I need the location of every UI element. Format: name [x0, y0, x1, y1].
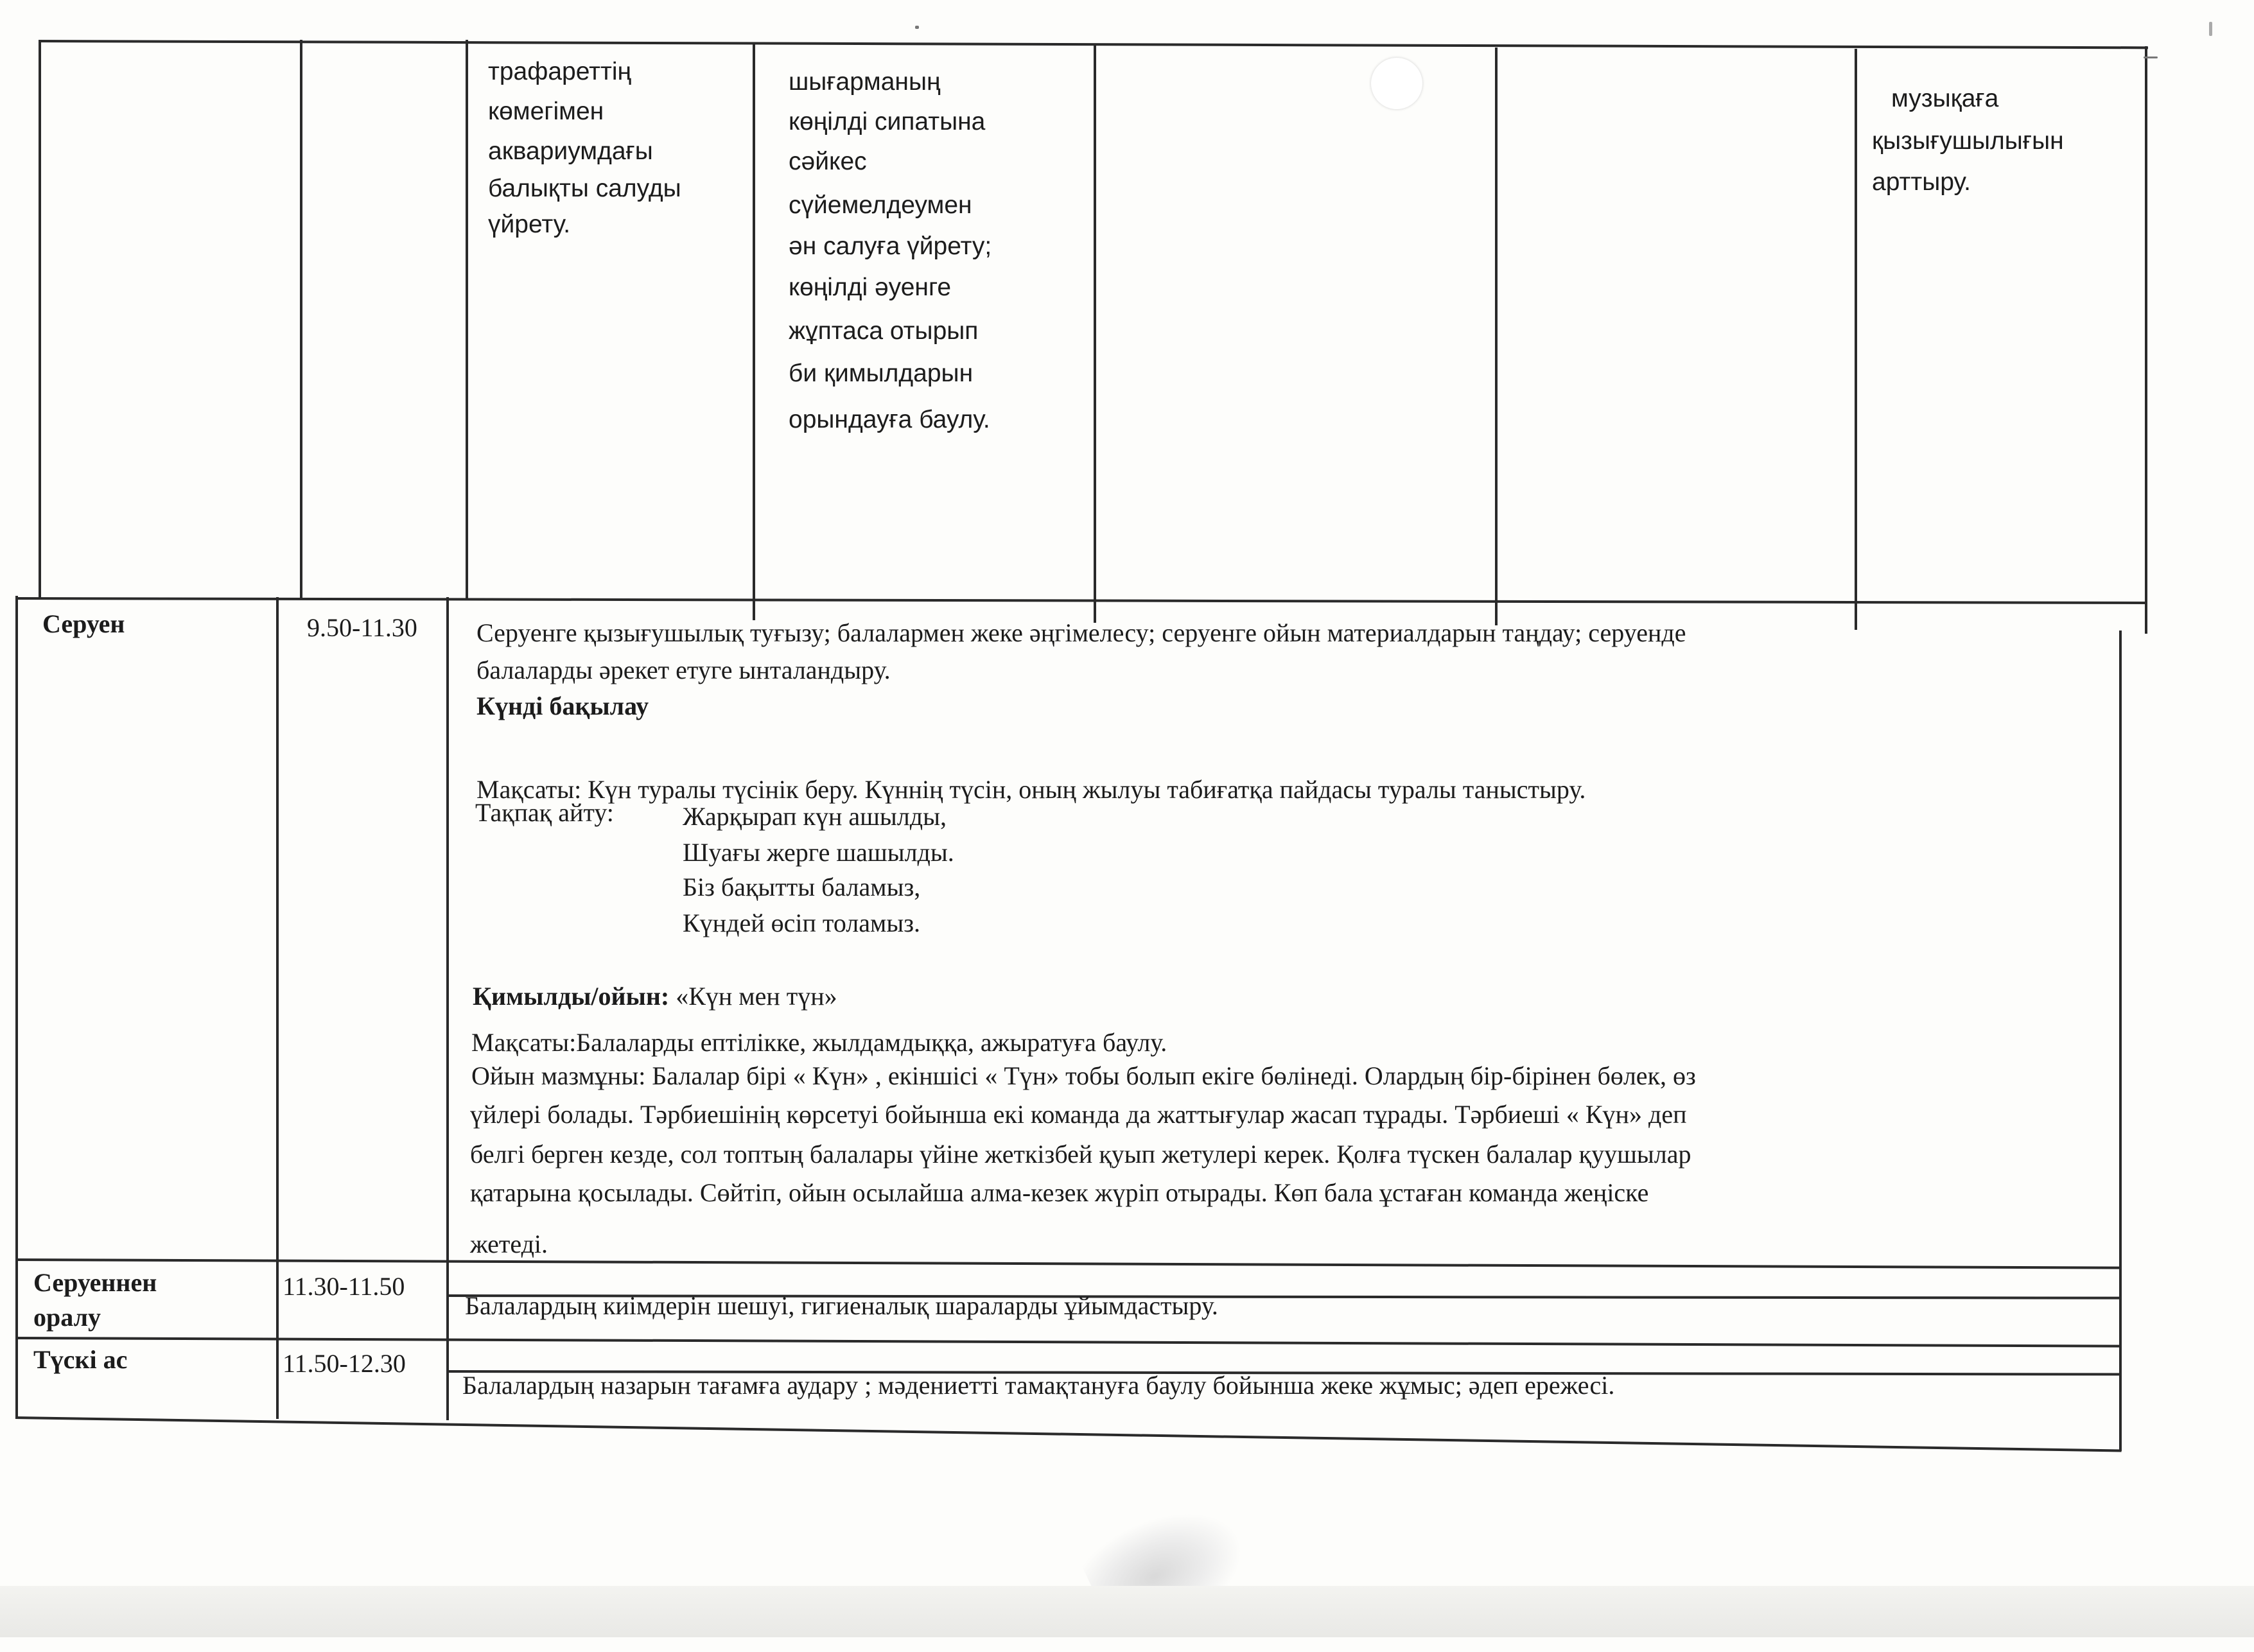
- table-left-border-lower: [15, 596, 18, 1418]
- game-title-line: [473, 978, 837, 1014]
- text-line: көңілді әуенге: [789, 274, 952, 301]
- game-content-line: Ойын мазмұны: Балалар бірі « Күн» , екіншісі « Түн» тобы болып екіге бөлінеді. Олардың бір-бірінен бөлек, өз: [471, 1061, 1696, 1090]
- scan-mark: [2144, 57, 2158, 58]
- game-content-line: жетеді.: [470, 1230, 548, 1258]
- game-content-line: қатарына қосылады. Сөйтіп, ойын осылайша алма-кезек жүріп отырады. Көп бала ұстаған команда жеңіске: [470, 1178, 1649, 1207]
- text-line: аквариумдағы: [488, 137, 653, 165]
- lower-right-border: [2119, 630, 2122, 1451]
- rhyme-line: Шуағы жерге шашылды.: [683, 838, 954, 867]
- text-line: жұптаса отырып: [789, 317, 979, 345]
- scan-mark: [915, 26, 919, 29]
- text-line: көмегімен: [488, 98, 604, 125]
- rhyme-line: Күндей өсіп толамыз.: [683, 909, 920, 937]
- text-line: қызығушылығын: [1872, 127, 2064, 155]
- row-divider-walk: [15, 597, 2147, 604]
- table-bottom-border: [15, 1416, 2122, 1452]
- rhyme-label: Тақпақ айту:: [475, 798, 614, 827]
- row-divider-return: [15, 1258, 2120, 1269]
- text-line: сәйкес: [789, 148, 867, 175]
- return-label-line: Серуеннен: [33, 1268, 157, 1297]
- table-left-border: [39, 40, 41, 598]
- text-line: үйрету.: [488, 211, 571, 238]
- text-line: би қимылдарын: [789, 360, 974, 387]
- text-line: көңілді сипатына: [789, 108, 986, 135]
- text-line: шығарманың: [789, 68, 941, 96]
- text-line: ән салуға үйрету;: [789, 232, 992, 260]
- text-line: трафареттің: [488, 58, 632, 85]
- observation-goal: Мақсаты: Күн туралы түсінік беру. Күннің түсін, оның жылуы табиғатқа пайдасы туралы таныстыру.: [476, 775, 1586, 804]
- walk-time: 9.50-11.30: [307, 613, 417, 642]
- game-name: «Күн мен түн»: [676, 982, 837, 1011]
- return-text: Балалардың киімдерін шешуі, гигиеналық шараларды ұйымдастыру.: [465, 1291, 1218, 1320]
- scan-edge: [0, 1586, 2254, 1637]
- col-divider-1: [300, 40, 302, 598]
- observation-title: Күнді бақылау: [476, 691, 649, 720]
- col-divider-4: [1094, 45, 1096, 623]
- return-time: 11.30-11.50: [283, 1272, 405, 1301]
- col-divider-6: [1855, 49, 1857, 630]
- lunch-time: 11.50-12.30: [283, 1349, 406, 1378]
- text-line: балықты салуды: [488, 175, 681, 202]
- table-right-border: [2145, 46, 2147, 634]
- col-divider-3: [753, 42, 755, 620]
- col-divider-2: [466, 40, 468, 598]
- game-content-line: үйлері болады. Тәрбиешінің көрсетуі бойынша екі команда да жаттығулар жасап тұрады. Тәрбиеші « Күн» деп: [470, 1100, 1687, 1129]
- scan-mark: [2209, 22, 2212, 36]
- walk-intro-line: балаларды әрекет етуге ынталандыру.: [476, 656, 891, 684]
- rhyme-line: Жарқырап күн ашылды,: [683, 802, 947, 831]
- game-content-line: белгі берген кезде, сол топтың балалары үйіне жеткізбей қуып жетулері керек. Қолға түскен балалар қуушылар: [470, 1140, 1691, 1169]
- text-line: арттыру.: [1872, 168, 1971, 196]
- punch-hole: [1371, 58, 1422, 109]
- lunch-text: Балалардың назарын тағамға аудару ; мәдениетті тамақтануға баулу бойынша жеке жұмыс; әдеп ережесі.: [462, 1371, 1615, 1400]
- walk-intro-line: Серуенге қызығушылық туғызу; балалармен жеке әңгімелесу; серуенге ойын материалдарын таңдау; серуенде: [476, 618, 1686, 647]
- text-line: сүйемелдеумен: [789, 191, 972, 219]
- game-goal: Мақсаты:Балаларды ептілікке, жылдамдыққа, ажыратуға баулу.: [471, 1028, 1167, 1057]
- return-label-line: оралу: [33, 1303, 101, 1332]
- walk-label: Серуен: [42, 609, 125, 638]
- lunch-label: Түскі ас: [33, 1345, 128, 1374]
- text-line: музықаға: [1891, 85, 1999, 112]
- rhyme-line: Біз бақытты баламыз,: [683, 873, 921, 901]
- lower-col-divider-1: [276, 597, 279, 1419]
- game-title: Қимылды/ойын:: [473, 982, 670, 1011]
- col-divider-5: [1495, 48, 1498, 625]
- text-line: орындауға баулу.: [789, 406, 990, 433]
